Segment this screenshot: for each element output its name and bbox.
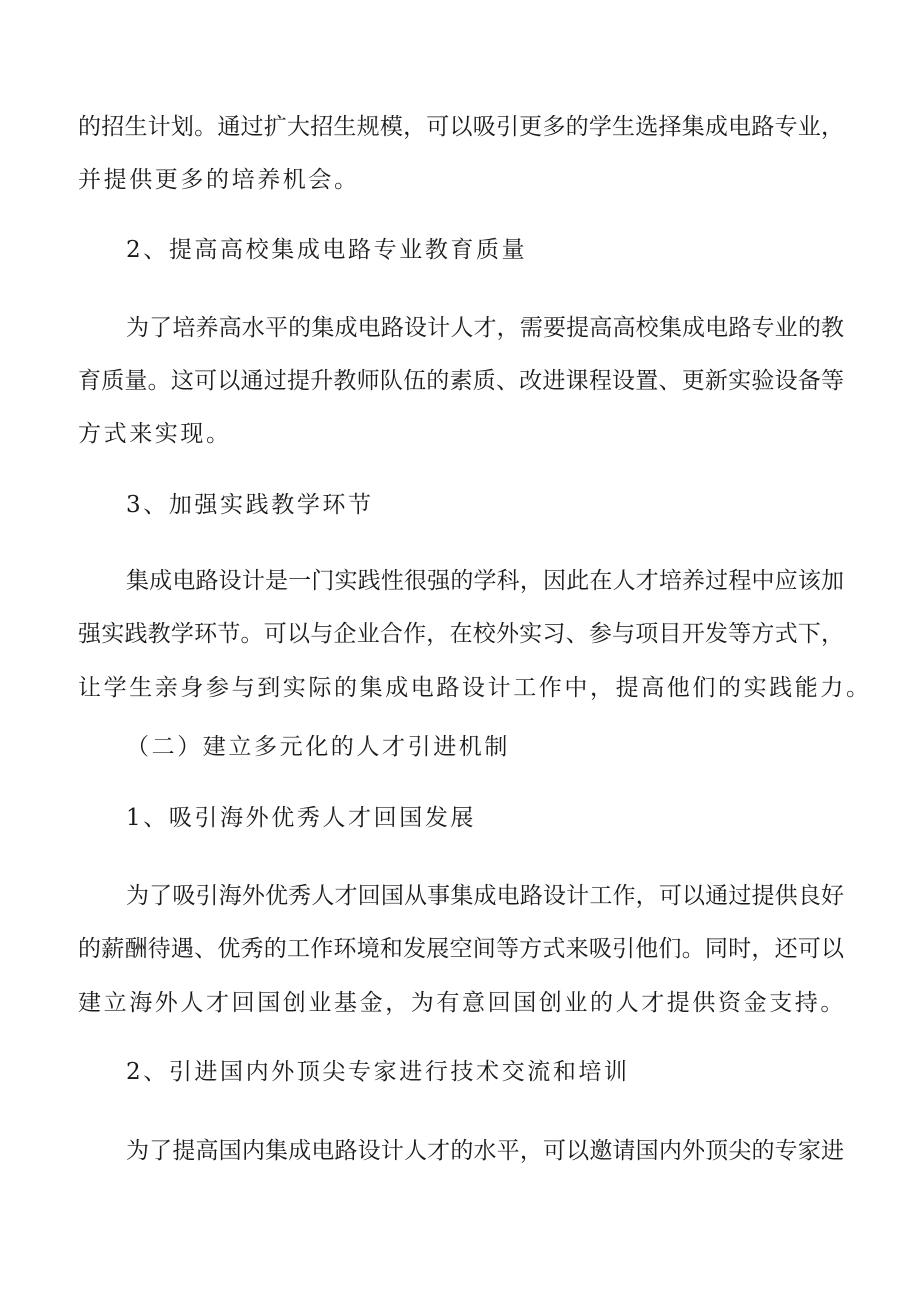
section-heading: 3、加强实践教学环节	[126, 492, 374, 518]
text-line: 让学生亲身参与到实际的集成电路设计工作中，提高他们的实践能力。	[78, 675, 872, 701]
text-line: 并提供更多的培养机会。	[78, 167, 360, 193]
text-line: 为了吸引海外优秀人才回国从事集成电路设计工作，可以通过提供良好	[126, 883, 844, 909]
text-line: 方式来实现。	[78, 421, 232, 447]
section-heading: 2、引进国内外顶尖专家进行技术交流和培训	[126, 1059, 630, 1085]
text-line: 为了提高国内集成电路设计人才的水平，可以邀请国内外顶尖的专家进	[126, 1138, 844, 1164]
section-heading: 2、提高高校集成电路专业教育质量	[126, 237, 528, 263]
section-heading: 1、吸引海外优秀人才回国发展	[126, 805, 477, 831]
text-line: 集成电路设计是一门实践性很强的学科，因此在人才培养过程中应该加	[126, 568, 844, 594]
text-line: 育质量。这可以通过提升教师队伍的素质、改进课程设置、更新实验设备等	[78, 368, 844, 394]
text-line: 为了培养高水平的集成电路设计人才，需要提高高校集成电路专业的教	[126, 315, 844, 341]
text-line: 强实践教学环节。可以与企业合作，在校外实习、参与项目开发等方式下，	[78, 621, 844, 647]
text-line: 建立海外人才回国创业基金，为有意回国创业的人才提供资金支持。	[78, 990, 846, 1016]
subsection-heading: （二）建立多元化的人才引进机制	[126, 734, 510, 760]
text-line: 的薪酬待遇、优秀的工作环境和发展空间等方式来吸引他们。同时，还可以	[78, 936, 844, 962]
text-line: 的招生计划。通过扩大招生规模，可以吸引更多的学生选择集成电路专业，	[78, 114, 844, 140]
